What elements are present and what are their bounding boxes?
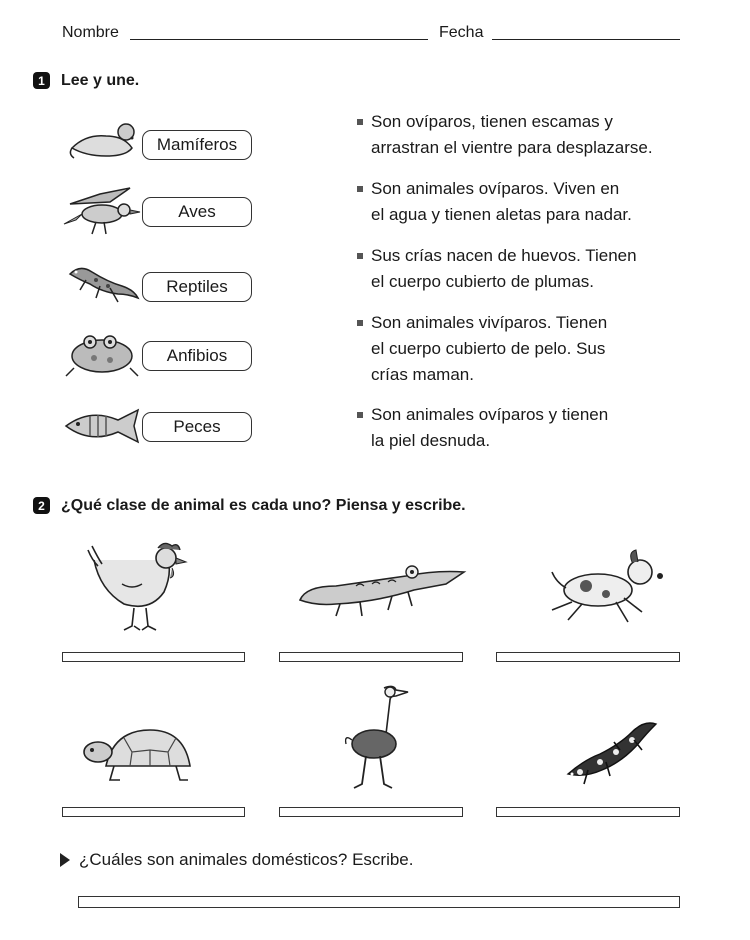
exercise-1-number: 1 [33, 72, 50, 89]
rooster-illustration [84, 540, 194, 632]
fish-illustration [60, 404, 146, 448]
group-box-reptiles[interactable]: Reptiles [142, 272, 252, 302]
mouse-illustration [66, 114, 146, 162]
group-box-aves[interactable]: Aves [142, 197, 252, 227]
bullet-icon [357, 186, 363, 192]
bullet-icon [357, 320, 363, 326]
group-box-peces[interactable]: Peces [142, 412, 252, 442]
description-3[interactable]: Sus crías nacen de huevos. Tienen el cuerpo cubierto de plumas. [371, 246, 637, 291]
date-label: Fecha [439, 24, 484, 41]
description-1[interactable]: Son ovíparos, tienen escamas y arrastran el vientre para desplazarse. [371, 112, 653, 157]
crocodile-illustration [296, 556, 468, 620]
bullet-icon [357, 253, 363, 259]
group-box-anfibios[interactable]: Anfibios [142, 341, 252, 371]
answer-field[interactable] [496, 807, 680, 817]
triangle-bullet-icon [60, 853, 70, 872]
domestic-answer-field[interactable] [78, 896, 680, 908]
date-field[interactable] [492, 39, 680, 40]
description-4[interactable]: Son animales vivíparos. Tienen el cuerpo cubierto de pelo. Sus crías maman. [371, 313, 608, 384]
exercise-2-title: ¿Qué clase de animal es cada uno? Piensa y escribe. [61, 497, 466, 514]
answer-field[interactable] [279, 652, 463, 662]
group-box-mamiferos[interactable]: Mamíferos [142, 130, 252, 160]
exercise-2-number: 2 [33, 497, 50, 514]
answer-field[interactable] [62, 807, 245, 817]
turtle-illustration [80, 722, 198, 788]
description-2[interactable]: Son animales ovíparos. Viven en el agua y tienen aletas para nadar. [371, 179, 632, 224]
exercise-1-title: Lee y une. [61, 72, 140, 89]
lizard-illustration [62, 256, 142, 306]
name-field[interactable] [130, 39, 428, 40]
bird-illustration [60, 184, 146, 236]
ostrich-illustration [340, 684, 412, 792]
name-label: Nombre [62, 24, 119, 41]
dog-illustration [538, 546, 672, 628]
description-5[interactable]: Son animales ovíparos y tienen la piel desnuda. [371, 405, 609, 450]
answer-field[interactable] [279, 807, 463, 817]
answer-field[interactable] [496, 652, 680, 662]
answer-field[interactable] [62, 652, 245, 662]
frog-illustration [64, 330, 140, 380]
bullet-icon [357, 119, 363, 125]
bullet-icon [357, 412, 363, 418]
domestic-animals-question: ¿Cuáles son animales domésticos? Escribe. [79, 850, 414, 869]
salamander-illustration [560, 714, 660, 788]
